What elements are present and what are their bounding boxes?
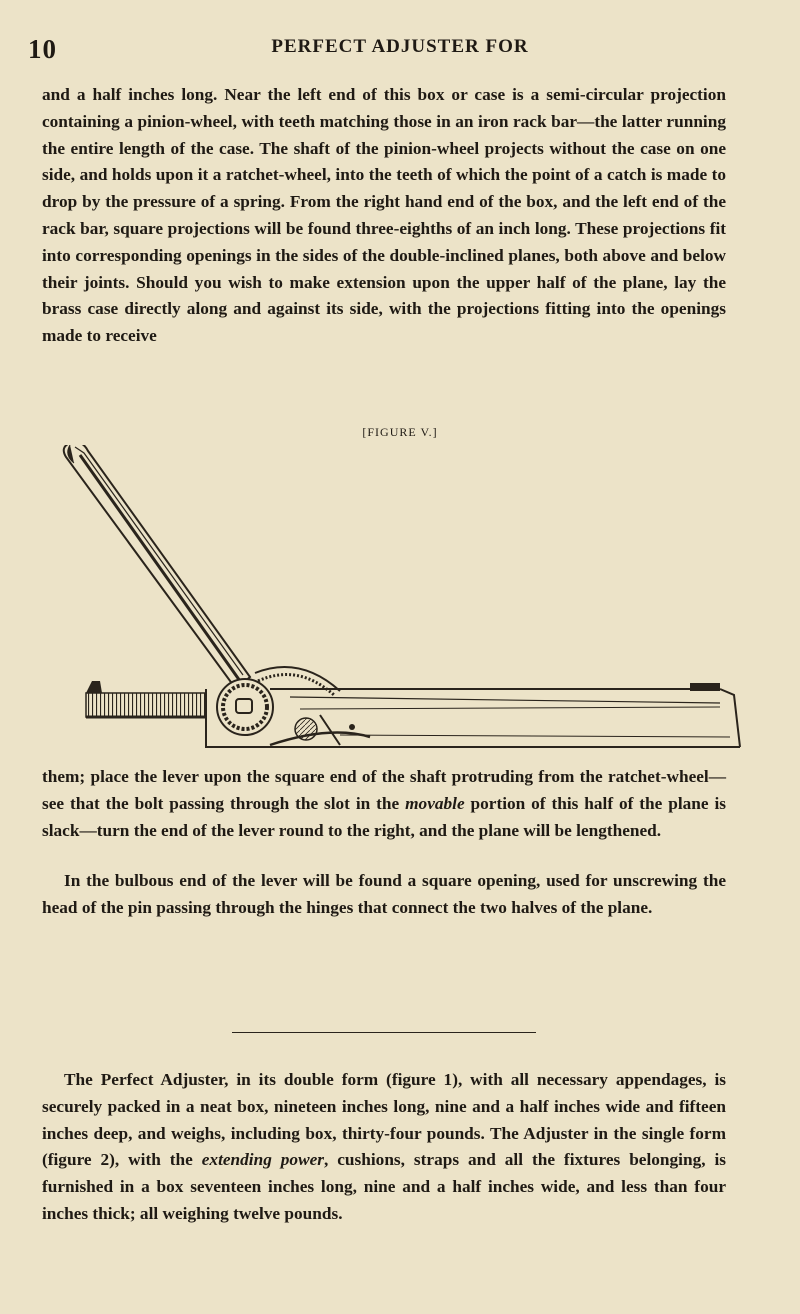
lever-handle xyxy=(64,445,250,689)
catch-spring xyxy=(270,715,370,745)
brass-case xyxy=(206,683,740,747)
running-head xyxy=(0,28,800,68)
section-divider xyxy=(232,1032,536,1033)
page-number: 10 xyxy=(28,34,57,64)
paragraph-2 xyxy=(42,764,726,844)
rack-bar xyxy=(86,681,206,717)
paragraph-4 xyxy=(42,1067,726,1228)
paragraph-4-text-start: The Perfect Adjuster, in its double form (figure 1), with all necessary appendages, is securely packed in a neat box, nineteen inches long, nine and a half inches wide and fifteen inches deep, and weighs, including box, thirty-four pounds. The Adjuster in the single form (figure 2), with the xyxy=(42,1070,726,1170)
figure-caption: [FIGURE V.] xyxy=(362,425,438,439)
running-title: PERFECT ADJUSTER FOR xyxy=(271,36,529,57)
paragraph-2-text-start: them; place the lever upon the square end of the shaft protruding from the ratchet-wheel—see that the bolt passing through the slot in the xyxy=(42,767,726,813)
paragraph-4-text-end: , cushions, straps and all the fixtures belonging, is furnished in a box seventeen inches long, nine and a half inches wide, and less than four inches thick; all weighing twelve pounds. xyxy=(42,1150,727,1223)
paragraph-3: In the bulbous end of the lever will be found a square opening, used for unscrewing the head of the pin passing through the hinges that connect the two halves of the plane. xyxy=(42,871,726,917)
figure-lever-adjuster xyxy=(40,445,760,761)
paragraph-1: and a half inches long. Near the left end of this box or case is a semi-circular projection containing a pinion-wheel, with teeth matching those in an iron rack bar—the latter running the entire length of the case. The shaft of the pinion-wheel projects without the case on one side, and holds upon it a ratchet-wheel, into the teeth of which the point of a catch is made to drop by the pressure of a spring. From the right hand end of the box, and the left end of the rack bar, square projections will be found three-eighths of an inch long. These projections fit into corresponding openings in the sides of the double-inclined planes, both above and below their joints. Should you wish to make extension upon the upper half of the plane, lay the brass case directly along and against its side, with the projections fitting into the openings made to receive xyxy=(42,85,726,346)
paragraph-4-italic: extending power xyxy=(201,1150,324,1170)
paragraph-2-text-end: portion of this half of the plane is slack—turn the end of the lever round to the right, and the plane will be lengthened. xyxy=(42,793,726,840)
paragraph-2-italic: movable xyxy=(405,793,465,813)
